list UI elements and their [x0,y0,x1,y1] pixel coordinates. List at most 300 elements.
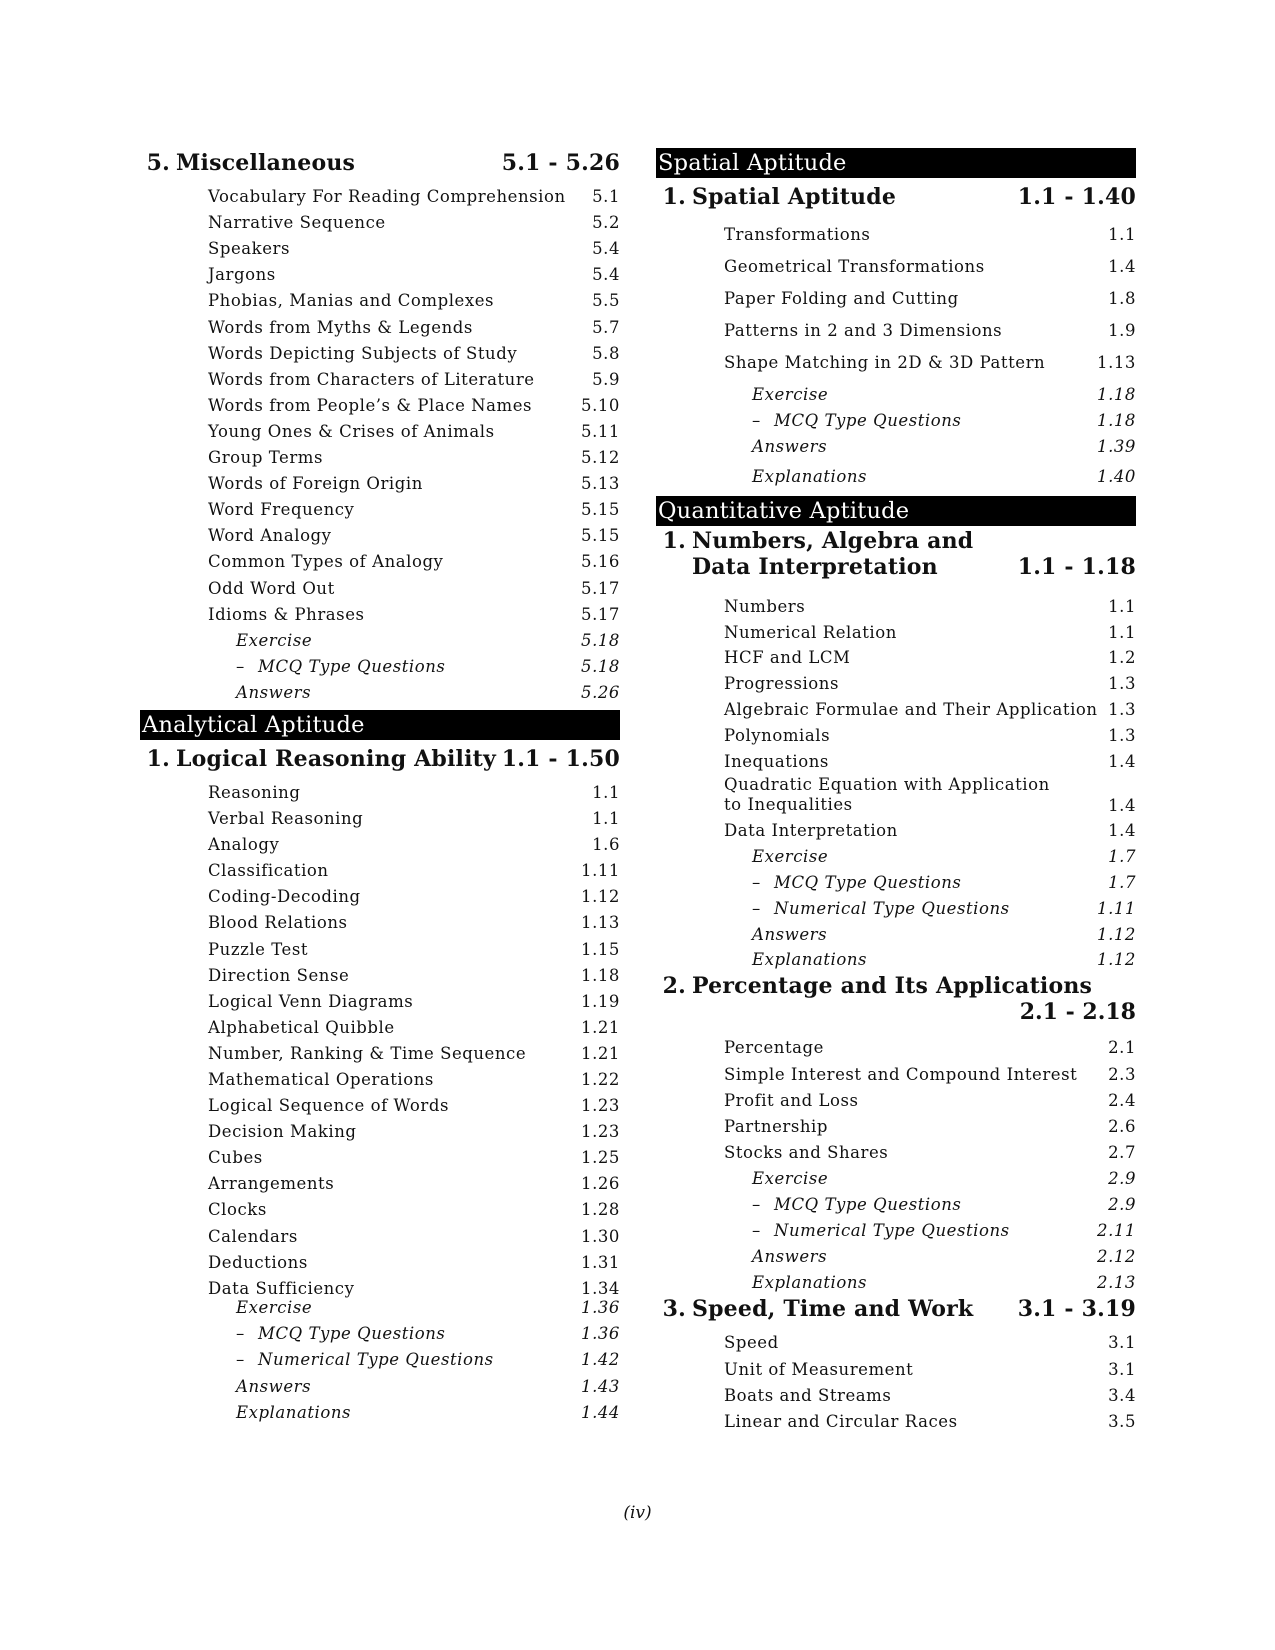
toc-entry [140,1298,620,1318]
toc-entry-text: Boats and Streams [724,1385,892,1405]
toc-entry-page: 1.3 [1108,725,1136,745]
toc-entry [656,1188,1136,1214]
toc-entry-page: 1.3 [1108,699,1136,719]
toc-entry-title [208,783,300,802]
toc-entry [140,932,620,958]
toc-entry-title [208,265,276,284]
toc-entry-text: Direction Sense [208,965,350,985]
toc-entry-title [208,809,363,828]
toc-entry-page: 1.18 [1097,385,1136,404]
misc-entry-list [140,180,620,702]
toc-entry-title [208,605,365,624]
toc-entry-title [208,940,308,959]
toc-entry-text: Arrangements [208,1174,335,1194]
toc-entry-title [208,1148,263,1167]
toc-entry-text: Answers [236,682,312,702]
toc-entry-title [724,1333,779,1352]
toc-entry [140,337,620,363]
toc-entry [656,1352,1136,1378]
toc-entry-text: Explanations [752,950,868,970]
toc-entry-title [752,1221,1010,1240]
toc-entry-text: Decision Making [208,1122,357,1142]
toc-entry [656,404,1136,430]
toc-entry-page: 5.9 [592,369,620,389]
toc-entry-title [208,396,532,415]
toc-entry-text: Vocabulary For Reading Comprehension [208,187,566,207]
toc-entry-title [752,873,961,892]
toc-entry-text: Numerical Relation [724,622,897,642]
chapter-title: Miscellaneous [176,150,356,176]
chapter-number: 1. [662,184,686,210]
toc-entry-page: 1.39 [1097,437,1136,456]
toc-entry [656,1136,1136,1162]
toc-entry-text: MCQ Type Questions [258,1324,446,1344]
chapter-number: 2. [662,973,686,1000]
toc-entry [656,1240,1136,1266]
toc-entry-title [724,752,829,771]
toc-entry [656,1326,1136,1352]
toc-entry-title [724,1412,958,1431]
toc-entry [656,667,1136,693]
dash-marker: – [236,1350,245,1370]
toc-entry-page: 5.17 [581,578,620,598]
toc-entry [140,1246,620,1272]
toc-entry [140,258,620,284]
chapter-number: 1. [146,745,170,772]
chapter-numbers-algebra [656,528,1136,580]
toc-entry-text: Speed [724,1333,779,1353]
toc-entry-text: Idioms & Phrases [208,604,365,624]
toc-entry-title [208,291,494,310]
toc-entry-page: 5.8 [592,343,620,363]
toc-entry-page: 5.10 [581,395,620,415]
nadi-entry-list [656,590,1136,969]
toc-entry-title [724,1117,828,1136]
toc-entry [656,276,1136,308]
toc-entry-title [724,623,897,642]
stw-entry-list [656,1326,1136,1431]
toc-entry [656,1214,1136,1240]
dash-marker: – [752,1221,761,1241]
toc-entry-page: 1.21 [581,1043,620,1063]
toc-entry-title [236,1377,311,1396]
toc-entry-page: 5.15 [581,500,620,520]
toc-entry [140,1317,620,1343]
chapter-title: Percentage and Its Applications [692,973,1093,1000]
toc-entry [656,1084,1136,1110]
toc-entry-text: Exercise [752,1168,829,1188]
toc-entry-title [208,500,354,519]
toc-entry-page: 5.7 [592,317,620,337]
toc-entry-title [724,700,1098,719]
dash-marker: – [752,411,761,430]
toc-entry-title [724,257,985,276]
toc-entry-text: Inequations [724,751,829,771]
toc-entry-text: MCQ Type Questions [774,411,962,430]
toc-entry-text: Numbers [724,596,806,616]
toc-entry [140,880,620,906]
toc-entry-title [724,353,1045,372]
toc-entry [140,1343,620,1369]
toc-entry-page: 5.12 [581,448,620,468]
toc-entry-title [752,1273,867,1292]
toc-entry [140,624,620,650]
toc-entry-text: Stocks and Shares [724,1142,889,1162]
toc-entry-title [752,411,961,430]
toc-entry-page: 1.13 [1097,353,1136,372]
toc-entry-title [208,887,361,906]
chapter-number: 3. [662,1296,686,1323]
toc-entry [140,1193,620,1219]
toc-entry-text: Exercise [236,630,313,650]
toc-entry-text: Speakers [208,239,290,259]
chapter-page-range: 1.1 - 1.50 [501,745,620,772]
toc-entry-title [724,289,959,308]
toc-entry-text: Calendars [208,1226,298,1246]
toc-entry-title [208,1200,267,1219]
toc-entry-title [724,1386,891,1405]
toc-entry [140,519,620,545]
toc-entry-page: 2.3 [1108,1064,1136,1084]
toc-entry-text: Progressions [724,674,839,694]
toc-entry-title [724,674,839,693]
toc-entry-text: Data Interpretation [724,821,898,841]
toc-entry [656,642,1136,668]
toc-entry-title [752,950,867,969]
toc-entry-page: 1.1 [592,782,620,802]
toc-entry-text: Percentage [724,1038,824,1058]
toc-entry-page: 1.43 [581,1376,620,1396]
toc-entry [140,1369,620,1395]
toc-entry [140,1167,620,1193]
toc-entry-title [752,899,1010,918]
toc-entry [656,1057,1136,1083]
toc-entry-text: Simple Interest and Compound Interest [724,1064,1078,1084]
toc-entry-title [208,552,443,571]
toc-entry-text: Partnership [724,1116,828,1136]
toc-entry-page: 1.13 [581,913,620,933]
toc-entry [656,1405,1136,1431]
toc-entry-title [236,683,311,702]
toc-entry-page: 5.16 [581,552,620,572]
toc-entry-text: Verbal Reasoning [208,809,364,829]
toc-entry-page: 5.11 [581,421,620,441]
toc-entry [656,308,1136,340]
toc-entry-title [208,1279,354,1298]
toc-entry-text: Unit of Measurement [724,1359,914,1379]
toc-entry-text: Analogy [208,835,280,855]
chapter-miscellaneous [140,150,620,176]
toc-entry-page: 5.26 [581,682,620,702]
toc-entry-title [752,1195,961,1214]
chapter-number: 1. [662,528,686,554]
toc-entry-page: 5.18 [581,630,620,650]
chapter-number: 5. [146,150,170,176]
toc-entry [656,745,1136,771]
toc-entry-page: 1.1 [1108,225,1136,244]
toc-entry-page: 1.4 [1108,751,1136,771]
toc-entry [140,906,620,932]
toc-entry [656,1162,1136,1188]
toc-entry-text: Profit and Loss [724,1090,859,1110]
toc-entry-title [724,1065,1077,1084]
toc-entry-page: 2.4 [1108,1090,1136,1110]
toc-entry-title [208,579,335,598]
toc-entry-title [208,1070,434,1089]
toc-entry-title [208,318,473,337]
toc-entry-page: 3.5 [1108,1412,1136,1432]
toc-entry-page: 5.4 [592,265,620,285]
toc-entry [656,840,1136,866]
toc-entry-title [724,821,898,840]
toc-entry-text: Answers [752,1247,828,1267]
chapter-percentage [656,973,1136,1025]
toc-entry-text: Linear and Circular Races [724,1412,958,1432]
toc-entry-page: 2.11 [1097,1221,1136,1241]
dash-marker: – [236,1324,245,1344]
toc-entry-page: 1.30 [581,1226,620,1246]
toc-entry-page: 1.12 [1097,950,1136,970]
toc-entry-page: 5.5 [592,291,620,311]
toc-entry-text: Explanations [752,467,868,486]
chapter-page-range: 2.1 - 2.18 [1019,999,1136,1026]
toc-entry-text: Transformations [724,225,871,244]
toc-entry-title [236,1350,494,1369]
toc-entry-page: 1.8 [1108,289,1136,308]
section-header-spatial: Spatial Aptitude [656,148,1136,178]
toc-entry-title [724,1143,888,1162]
chapter-page-range: 1.1 - 1.18 [1017,554,1136,580]
toc-entry-text: Young Ones & Crises of Animals [208,421,495,441]
toc-entry-text: Explanations [752,1273,868,1293]
toc-entry-page: 5.1 [592,187,620,207]
toc-entry-text: Words of Foreign Origin [208,474,423,494]
toc-entry-title [208,370,535,389]
toc-entry-title [208,448,323,467]
toc-entry-text: Algebraic Formulae and Their Application [724,699,1098,719]
spatial-entry-list [656,212,1136,486]
toc-entry-page: 1.11 [581,861,620,881]
toc-entry [656,719,1136,745]
toc-entry-page: 1.4 [1108,257,1136,276]
toc-entry [140,232,620,258]
toc-entry-title [208,239,290,258]
toc-entry-title [208,861,329,880]
toc-entry [140,467,620,493]
toc-entry-page: 1.1 [592,809,620,829]
toc-entry-text: Mathematical Operations [208,1070,434,1089]
toc-entry-page: 2.9 [1108,1168,1136,1188]
toc-entry [140,284,620,310]
toc-entry-page: 1.2 [1108,648,1136,668]
toc-entry-text: Word Analogy [208,526,332,546]
toc-entry-text: Numerical Type Questions [774,898,1010,918]
toc-entry [140,1063,620,1089]
toc-entry [656,590,1136,616]
toc-entry-text: Odd Word Out [208,578,335,598]
toc-entry-text: Words from Myths & Legends [208,317,473,337]
toc-entry-page: 5.2 [592,213,620,233]
toc-entry [140,493,620,519]
toc-entry-title [724,648,851,667]
toc-entry [140,571,620,597]
toc-entry [140,1011,620,1037]
toc-entry-text: Exercise [236,1298,313,1318]
toc-entry [140,415,620,441]
toc-entry-page: 1.9 [1108,321,1136,340]
toc-entry-title [208,992,413,1011]
toc-entry-text: Words from Characters of Literature [208,369,535,389]
toc-entry-text: Explanations [236,1402,352,1422]
toc-entry-page: 1.4 [1108,795,1136,815]
toc-entry-page: 1.18 [1097,411,1136,430]
toc-entry-title [752,467,867,486]
toc-entry-text: Geometrical Transformations [724,257,985,276]
toc-entry [656,771,1136,815]
left-column [140,148,620,1422]
chapter-page-range: 1.1 - 1.40 [1017,184,1136,210]
chapter-title: Speed, Time and Work [692,1296,974,1323]
toc-entry-text: MCQ Type Questions [258,656,446,676]
toc-entry-title [208,1122,357,1141]
toc-entry-text: MCQ Type Questions [774,872,962,892]
toc-entry-page: 1.31 [581,1252,620,1272]
toc-entry-text: Polynomials [724,725,831,745]
toc-entry [140,206,620,232]
toc-entry [656,866,1136,892]
toc-entry-title [208,913,348,932]
toc-entry-title [208,1227,298,1246]
toc-entry [656,693,1136,719]
toc-entry-text: Logical Venn Diagrams [208,991,414,1011]
toc-entry [656,892,1136,918]
lra-entry-list [140,776,620,1422]
toc-entry-page: 1.21 [581,1017,620,1037]
chapter-spatial-aptitude [656,184,1136,210]
toc-entry-page: 1.3 [1108,674,1136,694]
chapter-title-line2: Data Interpretation [692,554,938,580]
toc-entry-title [208,1018,395,1037]
toc-entry-page: 1.25 [581,1148,620,1168]
toc-entry-title [752,1247,827,1266]
toc-entry-page: 1.44 [581,1402,620,1422]
toc-entry [140,1115,620,1141]
toc-entry-text: Answers [752,924,828,944]
toc-entry-title [208,187,566,206]
toc-entry [140,828,620,854]
toc-entry-title [208,344,517,363]
toc-entry-title [724,726,830,745]
toc-entry [140,389,620,415]
toc-entry-title [724,1038,824,1057]
toc-entry-text: Quadratic Equation with Application to Inequalities [724,774,1050,814]
toc-entry-title [724,1091,859,1110]
toc-entry-title [236,631,312,650]
toc-entry [140,1037,620,1063]
toc-entry [140,1141,620,1167]
toc-entry-title [724,1360,913,1379]
toc-entry [140,441,620,467]
toc-entry [656,372,1136,404]
toc-entry-text: Numerical Type Questions [258,1350,494,1370]
chapter-logical-reasoning [140,746,620,772]
toc-entry [140,776,620,802]
toc-entry [140,1089,620,1115]
toc-entry [656,944,1136,970]
toc-entry-text: Cubes [208,1148,263,1168]
toc-entry-text: HCF and LCM [724,648,851,668]
toc-entry-title [752,437,827,456]
toc-entry-text: Data Sufficiency [208,1278,355,1298]
toc-entry-text: Jargons [208,265,276,285]
toc-entry [656,1266,1136,1292]
toc-entry [140,854,620,880]
toc-entry-page: 1.6 [592,835,620,855]
toc-entry-title [208,966,349,985]
toc-entry-page: 5.17 [581,604,620,624]
toc-entry-page: 2.1 [1108,1038,1136,1058]
toc-entry-title [724,225,870,244]
toc-entry [140,676,620,702]
toc-entry [656,456,1136,486]
toc-entry-text: Common Types of Analogy [208,552,444,572]
toc-entry [656,815,1136,841]
right-column [656,148,1136,1431]
section-header-quantitative: Quantitative Aptitude [656,496,1136,526]
toc-entry-text: Classification [208,861,329,881]
toc-entry-title [236,657,445,676]
toc-entry-title [724,321,1002,340]
chapter-speed-time-work [656,1296,1136,1322]
toc-entry-title [752,385,828,404]
page-number-footer: (iv) [623,1503,652,1523]
chapter-title: Spatial Aptitude [692,184,897,210]
toc-entry-title [724,775,1064,815]
toc-entry [656,430,1136,456]
toc-entry-text: Group Terms [208,448,323,468]
section-header-analytical: Analytical Aptitude [140,710,620,740]
toc-entry [140,545,620,571]
toc-entry-text: Exercise [752,385,829,404]
toc-entry-text: Shape Matching in 2D & 3D Pattern [724,353,1046,372]
toc-entry-text: Narrative Sequence [208,213,386,233]
toc-entry-page: 2.13 [1097,1273,1136,1293]
toc-entry-page: 1.1 [1108,596,1136,616]
toc-entry-text: Puzzle Test [208,939,309,959]
toc-entry-text: Clocks [208,1200,267,1220]
toc-entry-text: Logical Sequence of Words [208,1096,449,1116]
toc-entry-page: 1.23 [581,1122,620,1142]
toc-entry-page: 1.40 [1097,467,1136,486]
toc-entry-page: 1.28 [581,1200,620,1220]
toc-entry-text: Word Frequency [208,500,355,520]
toc-entry-text: Phobias, Manias and Complexes [208,291,495,311]
chapter-page-range: 3.1 - 3.19 [1017,1296,1136,1323]
toc-entry-text: Alphabetical Quibble [208,1017,395,1037]
toc-entry-text: Coding-Decoding [208,887,361,907]
toc-entry [140,802,620,828]
toc-entry-page: 1.12 [581,887,620,907]
toc-entry-title [752,1169,828,1188]
pct-entry-list [656,1031,1136,1292]
toc-entry-page: 1.34 [581,1278,620,1298]
toc-entry [140,1396,620,1422]
toc-entry-page: 3.4 [1108,1385,1136,1405]
toc-entry-title [236,1324,445,1343]
toc-entry [140,363,620,389]
toc-entry [140,650,620,676]
toc-entry-title [208,1174,334,1193]
